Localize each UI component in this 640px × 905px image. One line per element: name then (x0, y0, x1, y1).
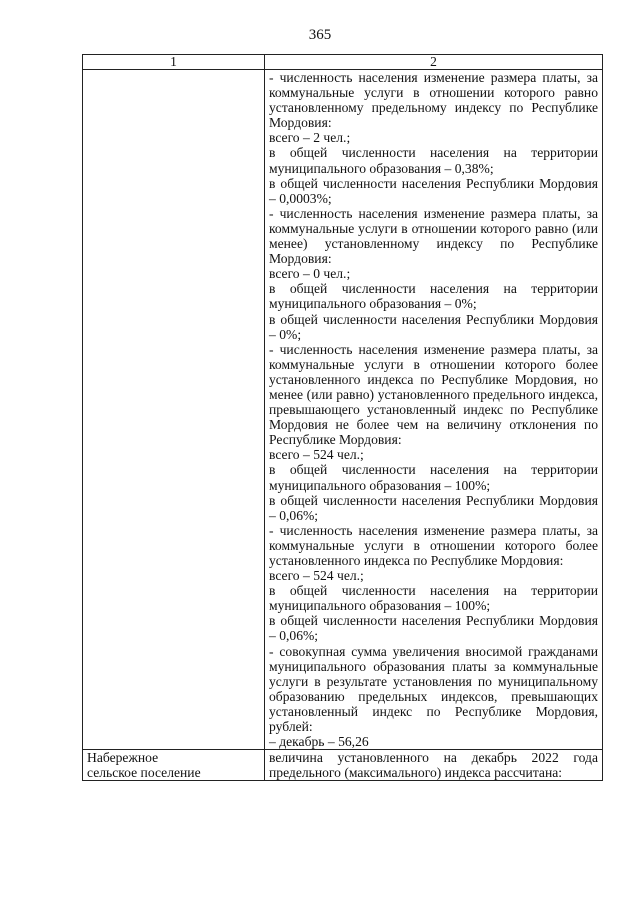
table-cell-municipality (83, 70, 265, 750)
paragraph: - численность населения изменение размера платы, за коммунальные услуги в отношении которого равно (или менее) установленному индексу по Республике Мордовия: (269, 205, 598, 267)
paragraph: в общей численности населения Республики Мордовия – 0%; (269, 311, 598, 342)
column-header-1: 1 (83, 55, 265, 70)
paragraph: всего – 0 чел.; (269, 266, 351, 282)
paragraph: - численность населения изменение размера платы, за коммунальные услуги в отношении которого более установленного индекса по Республике Мордовия: (269, 522, 598, 568)
paragraph: в общей численности населения на территории муниципального образования – 0,38%; (269, 145, 598, 176)
table-cell-description (265, 750, 603, 781)
municipality-type: сельское поселение (87, 765, 201, 781)
paragraph: в общей численности населения на территории муниципального образования – 0%; (269, 281, 598, 312)
paragraph: в общей численности населения на территории муниципального образования – 100%; (269, 583, 598, 614)
table-row (83, 750, 603, 781)
paragraph: - численность населения изменение размера платы, за коммунальные услуги в отношении которого более установленного индекса по Республике Мордовия, но менее (или равно) установленного предельного индекса, превышающего установленный индекс по Республике Мордовия не более чем на величину отклонения по Республике Мордовия: (269, 341, 598, 448)
paragraph: в общей численности населения Республики Мордовия – 0,0003%; (269, 175, 598, 206)
municipality-name: Набережное (87, 750, 159, 766)
paragraph: в общей численности населения на территории муниципального образования – 100%; (269, 462, 598, 493)
table-row (83, 70, 603, 750)
paragraph: всего – 524 чел.; (269, 447, 364, 463)
paragraph: в общей численности населения Республики Мордовия – 0,06%; (269, 492, 598, 523)
paragraph: величина установленного на декабрь 2022 года предельного (максимального) индекса рассчитана: (269, 750, 598, 781)
column-header-2: 2 (265, 55, 603, 70)
table-cell-description (265, 70, 603, 750)
paragraph: - численность населения изменение размера платы, за коммунальные услуги в отношении которого равно установленному предельному индексу по Республике Мордовия: (269, 70, 598, 131)
page-number: 365 (308, 27, 332, 43)
document-table (82, 54, 603, 781)
paragraph: – декабрь – 56,26 (269, 734, 369, 750)
table-cell-municipality (83, 750, 265, 781)
paragraph: - совокупная сумма увеличения вносимой гражданами муниципального образования платы за коммунальные услуги в результате установления по муниципальному образованию предельных индексов, превышающих установленный индекс по Республике Мордовия, рублей: (269, 643, 598, 735)
paragraph: в общей численности населения Республики Мордовия – 0,06%; (269, 613, 598, 644)
table-header-row (83, 55, 603, 70)
paragraph: всего – 524 чел.; (269, 568, 364, 584)
paragraph: всего – 2 чел.; (269, 130, 351, 146)
